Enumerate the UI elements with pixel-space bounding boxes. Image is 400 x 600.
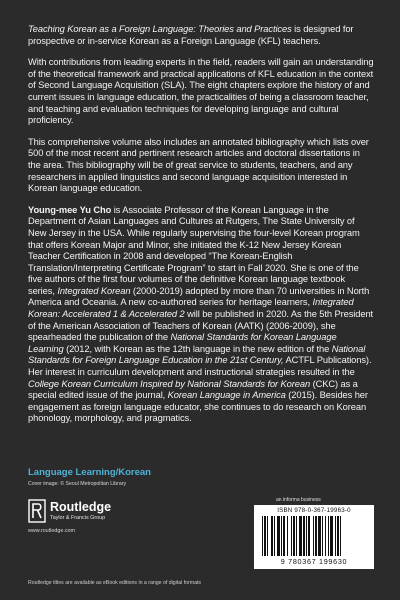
bio-italic-6: Korean Language in America: [167, 390, 286, 401]
barcode-stripe: [318, 516, 321, 556]
intro-paragraph: [28, 24, 374, 47]
intro-text: is designed for prospective or in-service Korean as a Foreign Language (KFL) teachers.: [28, 24, 354, 46]
barcode-stripe: [293, 516, 295, 556]
bio-italic-3: National Standards for Korean Language Learning: [28, 332, 337, 354]
isbn-label: ISBN 978-0-367-19963-0: [277, 507, 351, 514]
bio-italic-4: National Standards for Foreign Language Education in the 21st Century,: [28, 343, 366, 366]
barcode-stripe: [337, 516, 339, 556]
barcode-stripe: [271, 516, 273, 556]
barcode-stripe: [325, 516, 326, 556]
barcode-stripe: [277, 516, 280, 556]
barcode: [254, 505, 374, 569]
barcode-stripe: [299, 516, 302, 556]
book-title: Teaching Korean as a Foreign Language: Theories and Practices: [28, 24, 292, 34]
isbn-digits: 9 780367 199630: [280, 557, 348, 566]
barcode-bars: [262, 516, 366, 556]
bio-italic-2: Integrated Korean: Accelerated 1 & Accelerated 2: [28, 297, 354, 320]
author-name: Young-mee Yu Cho: [28, 204, 112, 215]
overview-paragraph: With contributions from leading experts in the field, readers will gain an understanding of the theoretical framework and practical applications of KFL education in the context of Second Language Acquisition (SLA). The eight chapters explore the history of and current issues in language education, the practicalities of being a classroom teacher, and teaching and evaluation techniques for developing language and cultural proficiency.: [28, 57, 374, 126]
barcode-stripe: [283, 516, 285, 556]
barcode-stripe: [287, 516, 288, 556]
bio-text-1: is Associate Professor of the Korean Language in the Department of Asian Languages and Cultures at Rutgers, The State University of New Jersey in the USA. While regularly supervising the four-level Korean program that offers Korean Major and Minor, she initiated the K-12 New Jersey Korean Teacher Certification in 2008 and developed “The Korean-English Translation/Interpreting Certificate Program” to start in Fall 2020. She is one of the five authors of the first four volumes of the definitive Korean language textbook series,: [28, 204, 360, 296]
barcode-stripe: [262, 516, 263, 556]
barcode-stripe: [296, 516, 297, 556]
barcode-stripe: [291, 516, 292, 556]
routledge-logo-icon: [28, 499, 46, 523]
cover-credit: Cover image: © Seoul Metropolitan Library: [28, 481, 127, 487]
bio-text-2: (2000-2019) adopted by more than 70 universities in North America and Oceania. A new co-authored series for heritage learners,: [28, 285, 370, 308]
barcode-stripe: [335, 516, 336, 556]
bio-text-7: (2015). Besides her engagement as foreign language educator, she continues to do research on Korean phonology, morphology, and pragmatics.: [28, 390, 368, 424]
barcode-stripe: [328, 516, 329, 556]
barcode-stripe: [313, 516, 314, 556]
publisher-url[interactable]: www.routledge.com: [28, 528, 76, 534]
barcode-stripe: [306, 516, 307, 556]
bibliography-paragraph: This comprehensive volume also includes an annotated bibliography which lists over 500 of the most recent and pertinent research articles and doctoral dissertations in the area. This bibliography will be of great service to students, teachers, and any researchers in applied linguistics and second language acquisition interested in Korean language education.: [28, 136, 369, 194]
barcode-stripe: [274, 516, 275, 556]
ebook-note: Routledge titles are available as eBook editions in a range of digital formats: [28, 580, 202, 586]
bio-italic-5: College Korean Curriculum Inspired by National Standards for Korean: [28, 378, 311, 389]
barcode-stripe: [315, 516, 317, 556]
publisher-name: Routledge: [50, 500, 112, 514]
barcode-stripe: [264, 516, 266, 556]
subject-category: Language Learning/Korean: [28, 467, 151, 478]
bio-text-5: ACTFL Publications). Her interest in curriculum development and instructional strategies resulted in the: [28, 355, 372, 378]
barcode-stripe: [303, 516, 305, 556]
barcode-stripe: [267, 516, 268, 556]
bio-text-3: will be published in 2020. As the 5th President of the American Association of Teachers of Korean (AATK) (2006-2009), she spearheaded the publication of the: [28, 309, 374, 343]
barcode-stripe: [308, 516, 310, 556]
bio-text-6: (CKC) as a special edited issue of the journal,: [28, 378, 358, 401]
bio-text-4: (2012, with Korean as the 12th language in the new edition of the: [63, 343, 332, 354]
barcode-stripe: [330, 516, 333, 556]
barcode-stripe: [322, 516, 323, 556]
blurb: [28, 24, 374, 425]
barcode-stripe: [340, 516, 341, 556]
informa-tagline: an informa business: [276, 497, 321, 503]
publisher-group: Taylor & Francis Group: [50, 515, 106, 521]
bio-italic-1: Integrated Korean: [57, 285, 131, 296]
barcode-stripe: [281, 516, 282, 556]
author-bio: [28, 205, 374, 425]
